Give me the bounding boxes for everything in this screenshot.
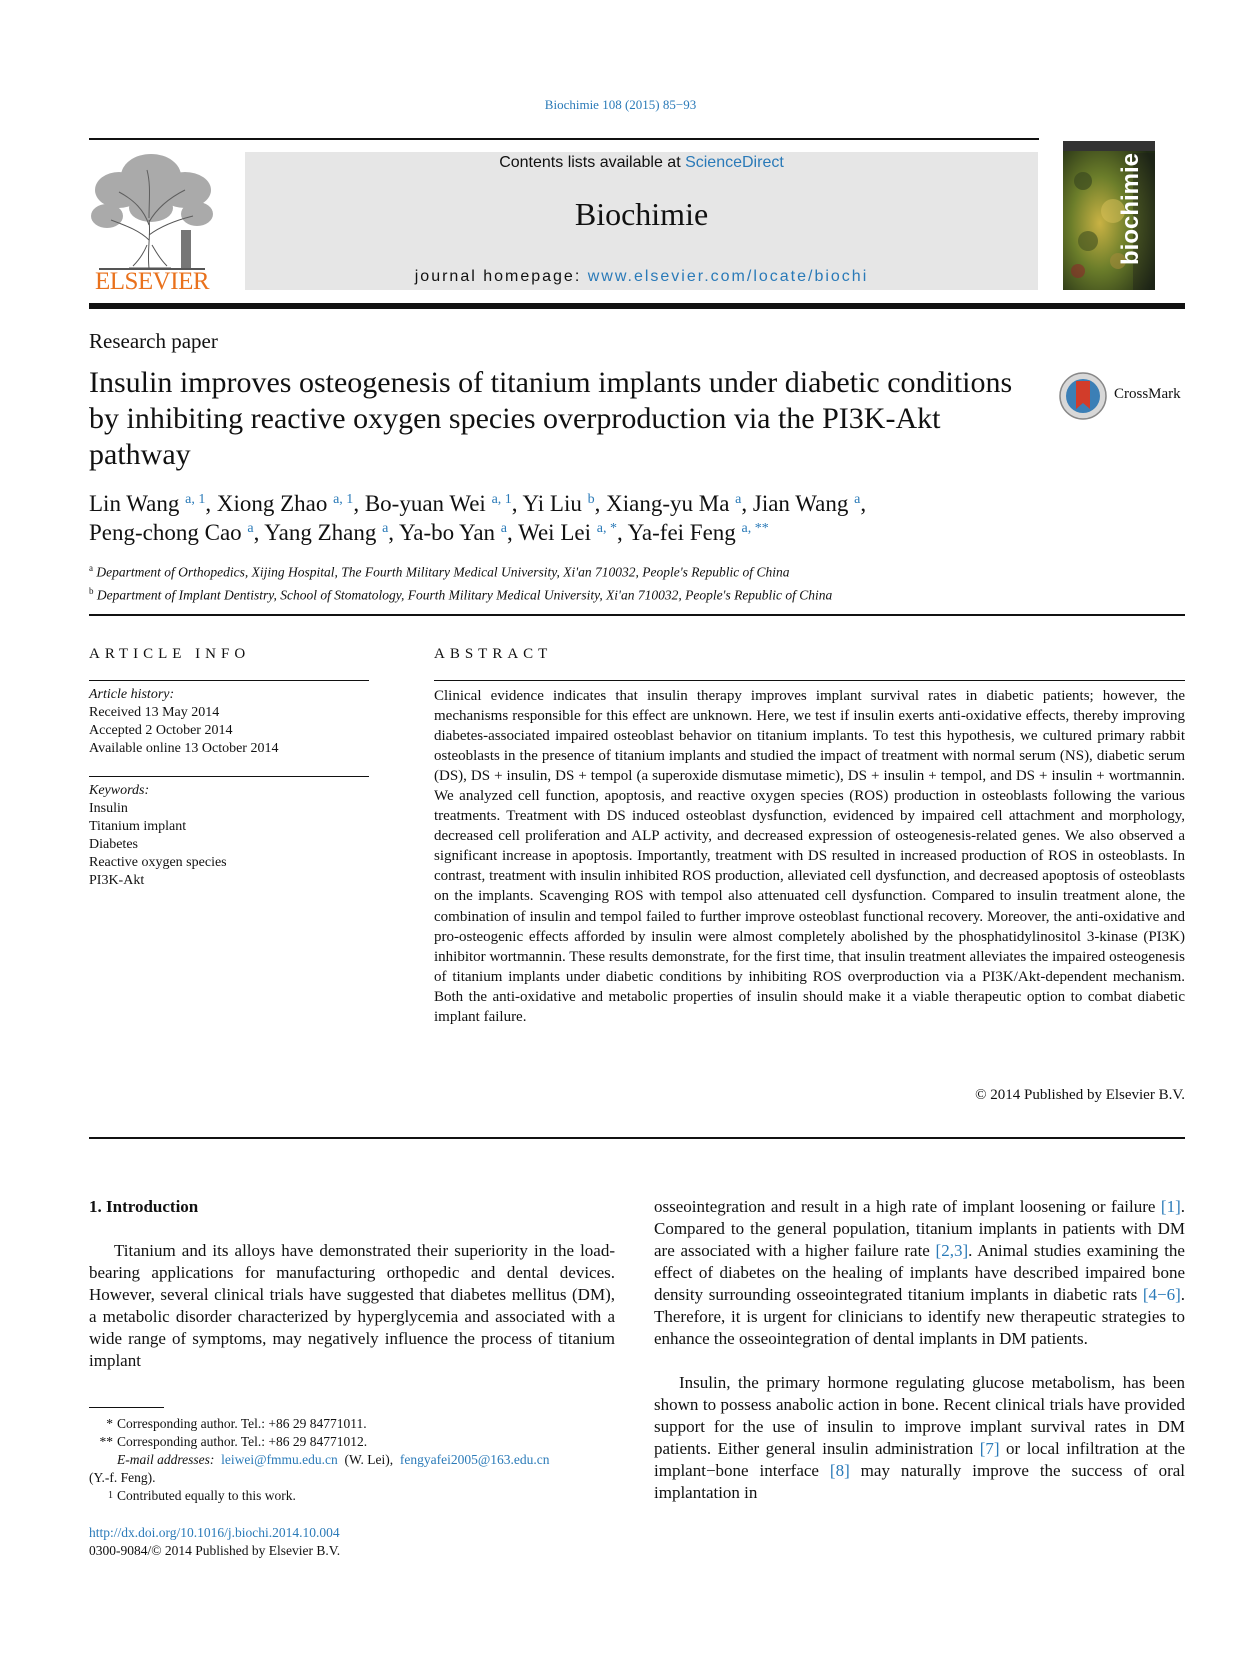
abstract-rule <box>434 680 1185 681</box>
reference-link[interactable]: [1] <box>1160 1197 1181 1216</box>
author-affiliation-mark[interactable]: b <box>587 492 595 507</box>
author-separator: , <box>860 491 867 516</box>
paper-type: Research paper <box>89 329 218 353</box>
reference-link[interactable]: [2,3] <box>935 1241 969 1260</box>
footnote-text: Contributed equally to this work. <box>117 1488 296 1503</box>
author-separator: , <box>616 520 628 545</box>
author-name: Lin Wang <box>89 491 180 516</box>
article-info-rule <box>89 776 369 777</box>
crossmark-icon <box>1058 371 1108 421</box>
header-rule <box>89 138 1039 140</box>
author-affiliation-mark[interactable]: a, 1 <box>185 492 206 507</box>
footnote-mark: ** <box>99 1434 113 1449</box>
journal-citation[interactable]: Biochimie 108 (2015) 85−93 <box>544 97 697 112</box>
author-affiliation-mark[interactable]: a <box>500 521 508 536</box>
affiliation-mark: a <box>89 563 93 573</box>
paragraph-text: . Therefore, it is urgent for clinicians to identify new therapeutic strategies to enhance the osseointegration of dental implants in DM patients. <box>654 1285 1185 1348</box>
cover-title: biochimie <box>1117 152 1144 265</box>
author-affiliation-mark[interactable]: a, 1 <box>491 492 512 507</box>
author-affiliation-mark[interactable]: a, ** <box>741 521 769 536</box>
article-info-rule <box>89 680 369 681</box>
introduction-paragraph <box>654 1196 1185 1350</box>
history-accepted: Accepted 2 October 2014 <box>89 723 233 738</box>
author-name: Xiang-yu Ma <box>606 491 730 516</box>
author-affiliation-mark[interactable]: a <box>735 492 742 507</box>
affiliation-a <box>89 559 1179 582</box>
header-thick-rule <box>89 303 1185 309</box>
author-affiliation-mark[interactable]: a <box>382 521 389 536</box>
author-name: Peng-chong Cao <box>89 520 242 545</box>
author-separator: , <box>353 491 365 516</box>
abstract-text: Clinical evidence indicates that insulin therapy improves implant survival rates in diabetic patients; however, the mechanisms responsible for this effect are unknown. Here, we test if insulin exerts anti-oxidative effects, thereby improving diabetes-associated impaired osteoblast behavior on titanium implants. To test this hypothesis, we cultured primary rabbit osteoblasts in the presence of titanium implants and studied the impact of treatment with normal serum (NS), diabetic serum (DS), DS + insulin, DS + tempol (a superoxide dismutase mimetic), DS + insulin + tempol, and DS + insulin + wortmannin. We analyzed cell function, apoptosis, and reactive oxygen species (ROS) production in osteoblasts following the various treatments. Treatment with DS induced osteoblast dysfunction, evidenced by impaired cell attachment and morphology, decreased cell proliferation and ALP activity, and decreased expression of osteogenesis-related genes. We also observed a significant increase in apoptosis. Importantly, treatment with DS resulted in increased production of ROS in osteoblasts. In contrast, treatment with insulin inhibited ROS production, alleviated cell dysfunction, and decreased apoptosis of osteoblasts on the implants. Scavenging ROS with tempol also attenuated cell dysfunction. Compared to insulin treatment alone, the combination of insulin and tempol failed to further improve osteoblast functional recovery. Moreover, the anti-oxidative and pro-osteogenic effects afforded by insulin were almost completely abolished by the phosphatidylinositol 3-kinase (PI3K) inhibitor wortmannin. These results demonstrate, for the first time, that insulin treatment alleviates the impaired osteogenesis of titanium implants under diabetic conditions by inhibiting ROS overproduction via a PI3K/Akt-dependent mechanism. Both the anti-oxidative and metabolic properties of insulin should make it a viable therapeutic option to combat diabetic implant failure. <box>434 688 1185 1025</box>
introduction-paragraph <box>654 1372 1185 1504</box>
footnote-mark: 1 <box>108 1490 113 1501</box>
author-separator: , <box>253 520 265 545</box>
footnote-text: Corresponding author. Tel.: +86 29 84771012. <box>117 1434 368 1449</box>
author-name: Yang Zhang <box>264 520 377 545</box>
paragraph-text: . Animal studies examining the effect of diabetes on the healing of implants have described impaired bone density surrounding osseointegrated titanium implants in diabetic rats <box>654 1241 1185 1304</box>
reference-link[interactable]: [8] <box>829 1461 850 1480</box>
doi-link[interactable]: http://dx.doi.org/10.1016/j.biochi.2014.10.004 <box>89 1525 340 1540</box>
keyword: Insulin <box>89 801 128 816</box>
keywords-label: Keywords: <box>89 783 150 798</box>
affiliation-text: Department of Implant Dentistry, School of Stomatology, Fourth Military Medical University, Xi'an 710032, People's Republic of China <box>96 587 833 602</box>
affiliation-mark: b <box>89 585 94 596</box>
history-received: Received 13 May 2014 <box>89 705 220 720</box>
history-online: Available online 13 October 2014 <box>89 741 279 756</box>
section-rule <box>89 1137 1185 1139</box>
footnote-text: Corresponding author. Tel.: +86 29 84771011. <box>117 1416 367 1431</box>
author-affiliation-mark[interactable]: a, 1 <box>333 492 354 507</box>
introduction-paragraph: Titanium and its alloys have demonstrated their superiority in the load-bearing applications for manufacturing orthopedic and dental devices. However, several clinical trials have suggested that diabetes mellitus (DM), a metabolic disorder characterized by hyperglycemia and associated with a wide range of symptoms, may negatively influence the process of titanium implant <box>89 1241 615 1370</box>
author-affiliation-mark[interactable]: a <box>854 492 861 507</box>
sciencedirect-link[interactable]: ScienceDirect <box>685 154 784 171</box>
author-separator: , <box>511 491 523 516</box>
keywords <box>89 782 369 890</box>
elsevier-wordmark: ELSEVIER <box>94 268 210 295</box>
author-separator: , <box>388 520 399 545</box>
article-info-heading: ARTICLE INFO <box>89 646 251 662</box>
paragraph-text: Insulin, the primary hormone regulating glucose metabolism, has been shown to possess anabolic action in bone. Recent clinical trials have provided support for the use of insulin to improve implant survival rates in DM patients. Either general insulin administration <box>654 1373 1185 1458</box>
crossmark-label: CrossMark <box>1114 386 1181 402</box>
author-separator: , <box>205 491 217 516</box>
author-name: Xiong Zhao <box>216 491 328 516</box>
email-owner-2: (Y.-f. Feng). <box>89 1470 156 1485</box>
abstract-copyright: © 2014 Published by Elsevier B.V. <box>975 1087 1185 1103</box>
author-name: Jian Wang <box>752 491 849 516</box>
history-label: Article history: <box>89 687 175 702</box>
author-name: Ya-bo Yan <box>398 520 496 545</box>
footnotes <box>89 1415 615 1505</box>
author-affiliation-mark[interactable]: a <box>247 521 254 536</box>
contents-line <box>245 154 1038 172</box>
crossmark-badge[interactable] <box>1058 371 1188 421</box>
journal-banner <box>245 152 1038 290</box>
author-separator: , <box>507 520 519 545</box>
article-title: Insulin improves osteogenesis of titanium implants under diabetic conditions by inhibiting reactive oxygen species overproduction via the PI3K-Akt pathway <box>89 366 1013 471</box>
email-link[interactable]: leiwei@fmmu.edu.cn <box>221 1452 338 1467</box>
footnote-equal-contribution <box>89 1487 615 1505</box>
journal-name: Biochimie <box>574 196 709 232</box>
homepage-prefix: journal homepage: <box>414 268 588 285</box>
author-separator: , <box>594 491 607 516</box>
introduction-heading: 1. Introduction <box>89 1197 199 1216</box>
footnote-corresponding-1 <box>89 1415 615 1433</box>
contents-prefix: Contents lists available at <box>499 154 686 171</box>
email-link[interactable]: fengyafei2005@163.edu.cn <box>399 1452 550 1467</box>
email-owner: (W. Lei), <box>344 1452 394 1467</box>
paragraph-text: may naturally improve the success of oral implantation in <box>654 1461 1185 1502</box>
footnote-emails <box>89 1451 615 1469</box>
author-list <box>89 489 1089 547</box>
affiliation-text: Department of Orthopedics, Xijing Hospital, The Fourth Military Medical University, Xi'an 710032, People's Republic of China <box>96 564 790 580</box>
keyword: Titanium implant <box>89 819 187 834</box>
email-label: E-mail addresses: <box>117 1452 215 1467</box>
paragraph-text: or local infiltration at the implant−bone interface <box>654 1439 1185 1480</box>
reference-link[interactable]: [4−6] <box>1142 1285 1181 1304</box>
keyword: PI3K-Akt <box>89 873 145 888</box>
article-history <box>89 686 369 758</box>
affiliations <box>89 559 1179 604</box>
author-name: Bo-yuan Wei <box>364 491 486 516</box>
author-name: Wei Lei <box>518 520 591 545</box>
footnote-corresponding-2 <box>89 1433 615 1451</box>
footnote-mark: * <box>106 1416 113 1431</box>
footnote-rule <box>89 1407 164 1408</box>
paragraph-text: osseointegration and result in a high rate of implant loosening or failure <box>654 1197 1161 1216</box>
author-name: Yi Liu <box>522 491 582 516</box>
homepage-link[interactable]: www.elsevier.com/locate/biochi <box>587 268 869 285</box>
affiliation-b <box>89 582 1179 605</box>
author-affiliation-mark[interactable]: a, * <box>596 521 617 536</box>
issn-line: 0300-9084/© 2014 Published by Elsevier B.V. <box>89 1543 341 1558</box>
abstract-heading: ABSTRACT <box>434 646 553 662</box>
homepage-line <box>245 268 1038 286</box>
keyword: Diabetes <box>89 837 138 852</box>
reference-link[interactable]: [7] <box>979 1439 1000 1458</box>
paragraph-text: . Compared to the general population, titanium implants in patients with DM are associated with a higher failure rate <box>654 1197 1185 1260</box>
author-separator: , <box>741 491 753 516</box>
section-rule <box>89 614 1185 616</box>
author-name: Ya-fei Feng <box>627 520 736 545</box>
keyword: Reactive oxygen species <box>89 855 227 870</box>
